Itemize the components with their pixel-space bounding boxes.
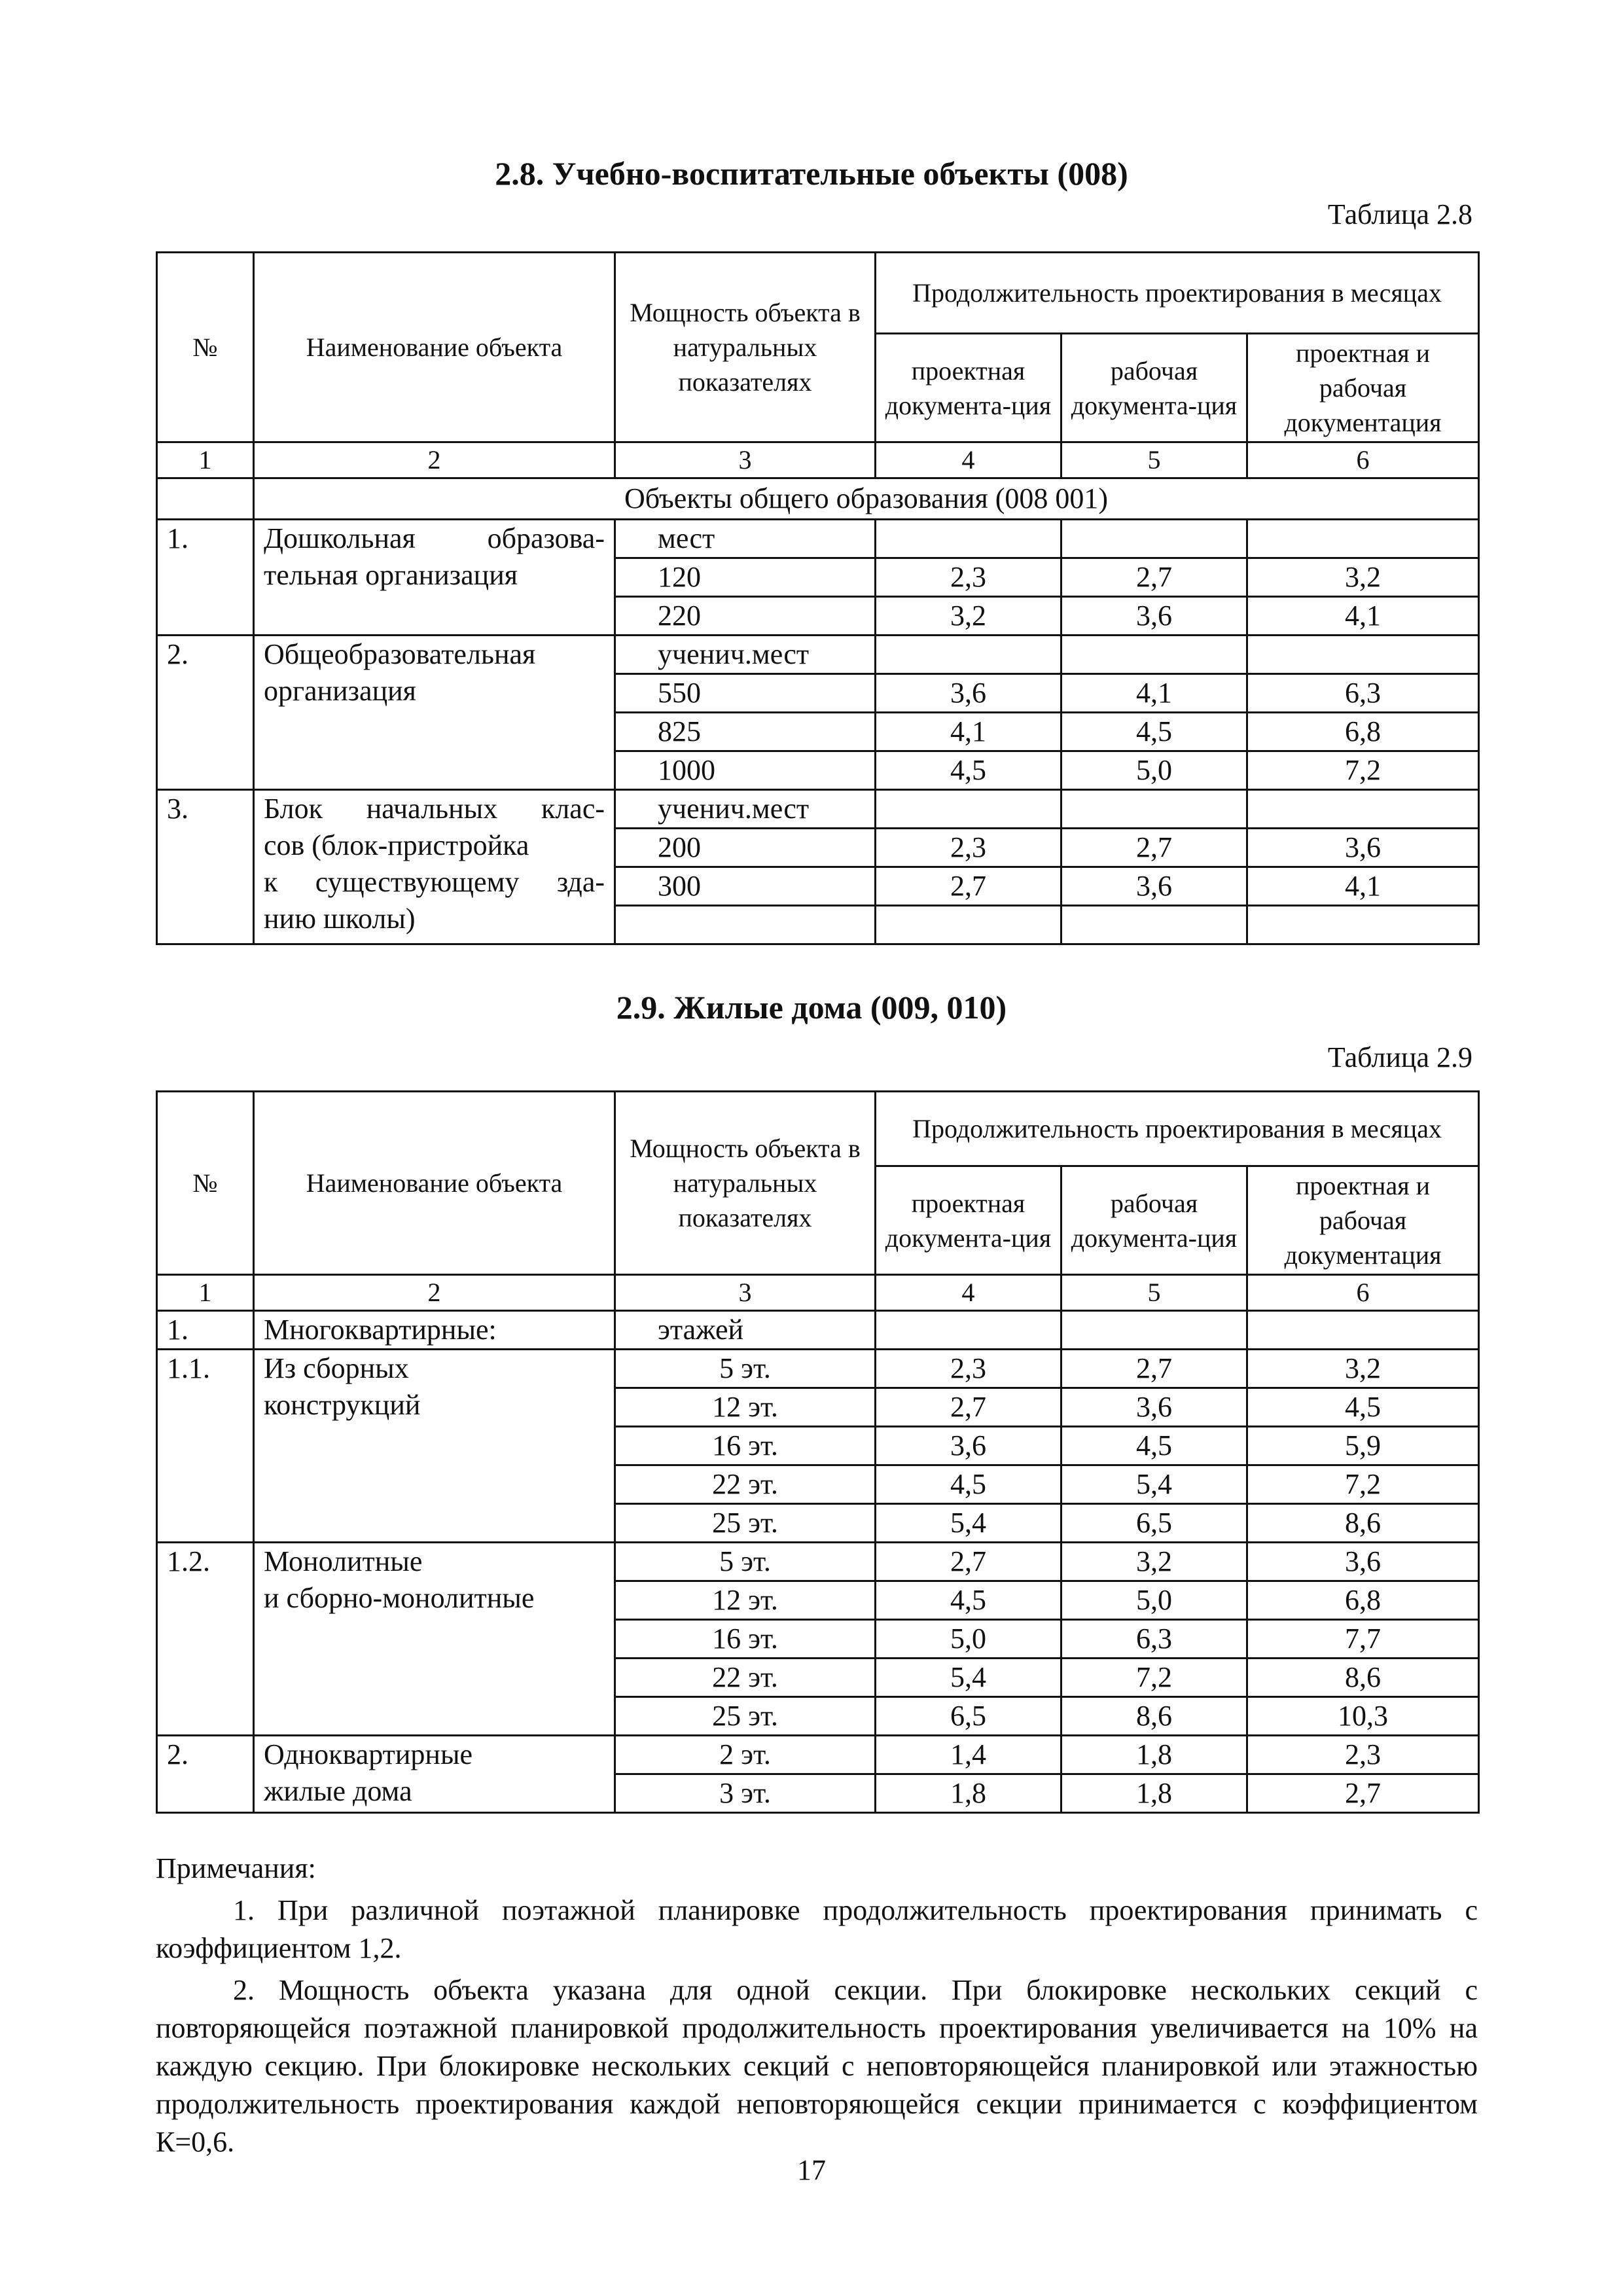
project-doc-value: 2,3 (876, 829, 1061, 867)
project-doc-value: 4,1 (876, 713, 1061, 751)
working-doc-value: 4,5 (1061, 1427, 1247, 1465)
project-working-doc-value: 2,7 (1247, 1774, 1479, 1813)
working-doc-value: 5,0 (1061, 751, 1247, 790)
object-name-line: Блок начальных клас- (264, 793, 605, 825)
project-working-doc-value: 6,3 (1247, 674, 1479, 713)
project-working-doc-value: 7,2 (1247, 1465, 1479, 1504)
project-working-doc-value: 8,6 (1247, 1504, 1479, 1543)
object-name (254, 1543, 615, 1736)
table-row (157, 1736, 1479, 1774)
subsection-row (157, 478, 1479, 520)
object-name (254, 1736, 615, 1813)
table-row (157, 520, 1479, 558)
capacity-value: 120 (615, 558, 876, 597)
header-project-working-doc: проектная и рабочая документация (1247, 334, 1479, 442)
column-number: 6 (1247, 1275, 1479, 1311)
working-doc-value: 7,2 (1061, 1659, 1247, 1697)
capacity-value: 220 (615, 597, 876, 636)
project-working-doc-value: 3,2 (1247, 558, 1479, 597)
row-number: 2. (157, 1736, 254, 1813)
empty-cell (876, 906, 1061, 944)
capacity-value: 3 эт. (615, 1774, 876, 1813)
working-doc-value: 2,7 (1061, 558, 1247, 597)
project-doc-value: 2,3 (876, 558, 1061, 597)
column-number-row (157, 1275, 1479, 1311)
notes-heading: Примечания: (156, 1852, 316, 1884)
project-working-doc-value: 7,2 (1247, 751, 1479, 790)
header-num: № (157, 1092, 254, 1275)
capacity-value: 22 эт. (615, 1465, 876, 1504)
section-title-2-9: 2.9. Жилые дома (009, 010) (616, 989, 1007, 1026)
object-name-line: Из сборных (264, 1352, 409, 1384)
project-working-doc-value (1247, 790, 1479, 829)
project-working-doc-value: 10,3 (1247, 1697, 1479, 1736)
object-name (254, 520, 615, 636)
working-doc-value: 8,6 (1061, 1697, 1247, 1736)
object-name-line: организация (264, 675, 416, 707)
capacity-value: 12 эт. (615, 1581, 876, 1620)
object-name-line: конструкций (264, 1389, 421, 1421)
working-doc-value: 3,2 (1061, 1543, 1247, 1581)
working-doc-value: 6,5 (1061, 1504, 1247, 1543)
project-doc-value: 5,4 (876, 1504, 1061, 1543)
column-number: 3 (615, 442, 876, 478)
capacity-value: 25 эт. (615, 1697, 876, 1736)
project-doc-value: 1,8 (876, 1774, 1061, 1813)
column-number: 3 (615, 1275, 876, 1311)
header-name: Наименование объекта (254, 253, 615, 442)
project-doc-value: 3,6 (876, 1427, 1061, 1465)
capacity-value: 5 эт. (615, 1543, 876, 1581)
page-number: 17 (797, 2154, 826, 2186)
project-working-doc-value (1247, 1311, 1479, 1350)
working-doc-value: 6,3 (1061, 1620, 1247, 1659)
section-title-2-8: 2.8. Учебно-воспитательные объекты (008) (495, 155, 1128, 192)
capacity-value: 22 эт. (615, 1659, 876, 1697)
project-working-doc-value: 4,1 (1247, 597, 1479, 636)
row-number: 1.1. (157, 1350, 254, 1543)
object-name-line: и сборно-монолитные (264, 1582, 535, 1614)
object-name-line: Многоквартирные: (264, 1314, 497, 1346)
project-doc-value: 2,3 (876, 1350, 1061, 1388)
column-number: 4 (876, 1275, 1061, 1311)
object-name-line: тельная организация (264, 559, 518, 591)
object-name (254, 1350, 615, 1543)
working-doc-value (1061, 636, 1247, 674)
object-name-line: жилые дома (264, 1775, 412, 1807)
row-number: 2. (157, 636, 254, 790)
header-project-working-doc: проектная и рабочая документация (1247, 1166, 1479, 1275)
working-doc-value: 2,7 (1061, 829, 1247, 867)
capacity-value: 25 эт. (615, 1504, 876, 1543)
column-number: 5 (1061, 442, 1247, 478)
column-number: 4 (876, 442, 1061, 478)
capacity-value: 12 эт. (615, 1388, 876, 1427)
project-doc-value: 3,2 (876, 597, 1061, 636)
working-doc-value (1061, 1311, 1247, 1350)
row-number: 1. (157, 1311, 254, 1350)
project-doc-value: 1,4 (876, 1736, 1061, 1774)
table-label-2-9: Таблица 2.9 (1327, 1041, 1472, 1073)
header-name: Наименование объекта (254, 1092, 615, 1275)
working-doc-value: 3,6 (1061, 1388, 1247, 1427)
column-number-row (157, 442, 1479, 478)
capacity-value: 825 (615, 713, 876, 751)
object-name-line: к существующему зда- (264, 866, 605, 898)
empty-cell (157, 478, 254, 520)
capacity-value: 5 эт. (615, 1350, 876, 1388)
header-capacity: Мощность объекта в натуральных показателях (615, 1092, 876, 1275)
project-doc-value: 2,7 (876, 867, 1061, 906)
capacity-value: ученич.мест (615, 636, 876, 674)
project-doc-value: 4,5 (876, 1465, 1061, 1504)
header-duration: Продолжительность проектирования в месяцах (876, 1092, 1479, 1166)
table-row (157, 790, 1479, 829)
project-doc-value: 4,5 (876, 751, 1061, 790)
object-name (254, 790, 615, 944)
table-row (157, 1311, 1479, 1350)
working-doc-value (1061, 790, 1247, 829)
capacity-value: 550 (615, 674, 876, 713)
capacity-value: 16 эт. (615, 1620, 876, 1659)
project-doc-value (876, 790, 1061, 829)
project-doc-value: 3,6 (876, 674, 1061, 713)
object-name (254, 636, 615, 790)
column-number: 5 (1061, 1275, 1247, 1311)
object-name-line: Дошкольная образова- (264, 522, 605, 554)
capacity-value: 1000 (615, 751, 876, 790)
header-project-doc: проектная документа-ция (876, 1166, 1061, 1275)
notes-block (156, 1850, 1478, 2161)
empty-cell (1247, 906, 1479, 944)
project-working-doc-value: 4,5 (1247, 1388, 1479, 1427)
working-doc-value: 3,6 (1061, 867, 1247, 906)
capacity-value: ученич.мест (615, 790, 876, 829)
object-name-line: Одноквартирные (264, 1738, 473, 1770)
project-doc-value (876, 520, 1061, 558)
capacity-value: этажей (615, 1311, 876, 1350)
project-doc-value: 4,5 (876, 1581, 1061, 1620)
working-doc-value: 1,8 (1061, 1736, 1247, 1774)
column-number: 2 (254, 442, 615, 478)
project-doc-value: 2,7 (876, 1543, 1061, 1581)
working-doc-value: 5,0 (1061, 1581, 1247, 1620)
project-doc-value (876, 636, 1061, 674)
object-name-line: сов (блок-пристройка (264, 829, 529, 861)
project-working-doc-value: 2,3 (1247, 1736, 1479, 1774)
project-working-doc-value: 4,1 (1247, 867, 1479, 906)
note-item-1: 1. При различной поэтажной планировке продолжительность проектирования принимать с коэффициентом 1,2. (156, 1894, 1478, 1964)
project-working-doc-value (1247, 636, 1479, 674)
working-doc-value (1061, 520, 1247, 558)
table-row (157, 1350, 1479, 1388)
column-number: 6 (1247, 442, 1479, 478)
object-name-line: Общеобразовательная (264, 638, 536, 670)
column-number: 1 (157, 1275, 254, 1311)
object-name-line: Монолитные (264, 1545, 423, 1577)
header-num: № (157, 253, 254, 442)
capacity-value: 200 (615, 829, 876, 867)
header-working-doc: рабочая документа-ция (1061, 1166, 1247, 1275)
project-working-doc-value (1247, 520, 1479, 558)
row-number: 1.2. (157, 1543, 254, 1736)
working-doc-value: 1,8 (1061, 1774, 1247, 1813)
working-doc-value: 4,5 (1061, 713, 1247, 751)
header-capacity: Мощность объекта в натуральных показателях (615, 253, 876, 442)
project-doc-value: 2,7 (876, 1388, 1061, 1427)
capacity-value: 300 (615, 867, 876, 906)
working-doc-value: 5,4 (1061, 1465, 1247, 1504)
project-doc-value: 6,5 (876, 1697, 1061, 1736)
project-working-doc-value: 6,8 (1247, 713, 1479, 751)
working-doc-value: 2,7 (1061, 1350, 1247, 1388)
note-item-2: 2. Мощность объекта указана для одной секции. При блокировке нескольких секций с повторяющейся поэтажной планировкой продолжительность проектирования увеличивается на 10% на каждую секцию. При блокировке нескольких секций с неповторяющейся планировкой или этажностью продолжительность проектирования каждой неповторяющейся секции принимается с коэффициентом К=0,6. (156, 1974, 1478, 2158)
project-working-doc-value: 3,2 (1247, 1350, 1479, 1388)
empty-cell (615, 906, 876, 944)
capacity-value: 2 эт. (615, 1736, 876, 1774)
object-name-line: нию школы) (264, 903, 416, 935)
project-working-doc-value: 5,9 (1247, 1427, 1479, 1465)
table-label-2-8: Таблица 2.8 (1327, 198, 1472, 230)
subsection-title: Объекты общего образования (008 001) (254, 478, 1479, 520)
object-name (254, 1311, 615, 1350)
column-number: 2 (254, 1275, 615, 1311)
header-working-doc: рабочая документа-ция (1061, 334, 1247, 442)
project-working-doc-value: 8,6 (1247, 1659, 1479, 1697)
table-2-8 (156, 251, 1480, 945)
row-number: 1. (157, 520, 254, 636)
table-row (157, 1543, 1479, 1581)
project-doc-value (876, 1311, 1061, 1350)
column-number: 1 (157, 442, 254, 478)
project-working-doc-value: 7,7 (1247, 1620, 1479, 1659)
capacity-value: 16 эт. (615, 1427, 876, 1465)
table-row (157, 636, 1479, 674)
working-doc-value: 3,6 (1061, 597, 1247, 636)
table-2-9 (156, 1090, 1480, 1814)
project-working-doc-value: 6,8 (1247, 1581, 1479, 1620)
header-duration: Продолжительность проектирования в месяцах (876, 253, 1479, 334)
project-working-doc-value: 3,6 (1247, 1543, 1479, 1581)
row-number: 3. (157, 790, 254, 944)
project-doc-value: 5,4 (876, 1659, 1061, 1697)
capacity-value: мест (615, 520, 876, 558)
header-project-doc: проектная документа-ция (876, 334, 1061, 442)
empty-cell (1061, 906, 1247, 944)
project-doc-value: 5,0 (876, 1620, 1061, 1659)
working-doc-value: 4,1 (1061, 674, 1247, 713)
project-working-doc-value: 3,6 (1247, 829, 1479, 867)
